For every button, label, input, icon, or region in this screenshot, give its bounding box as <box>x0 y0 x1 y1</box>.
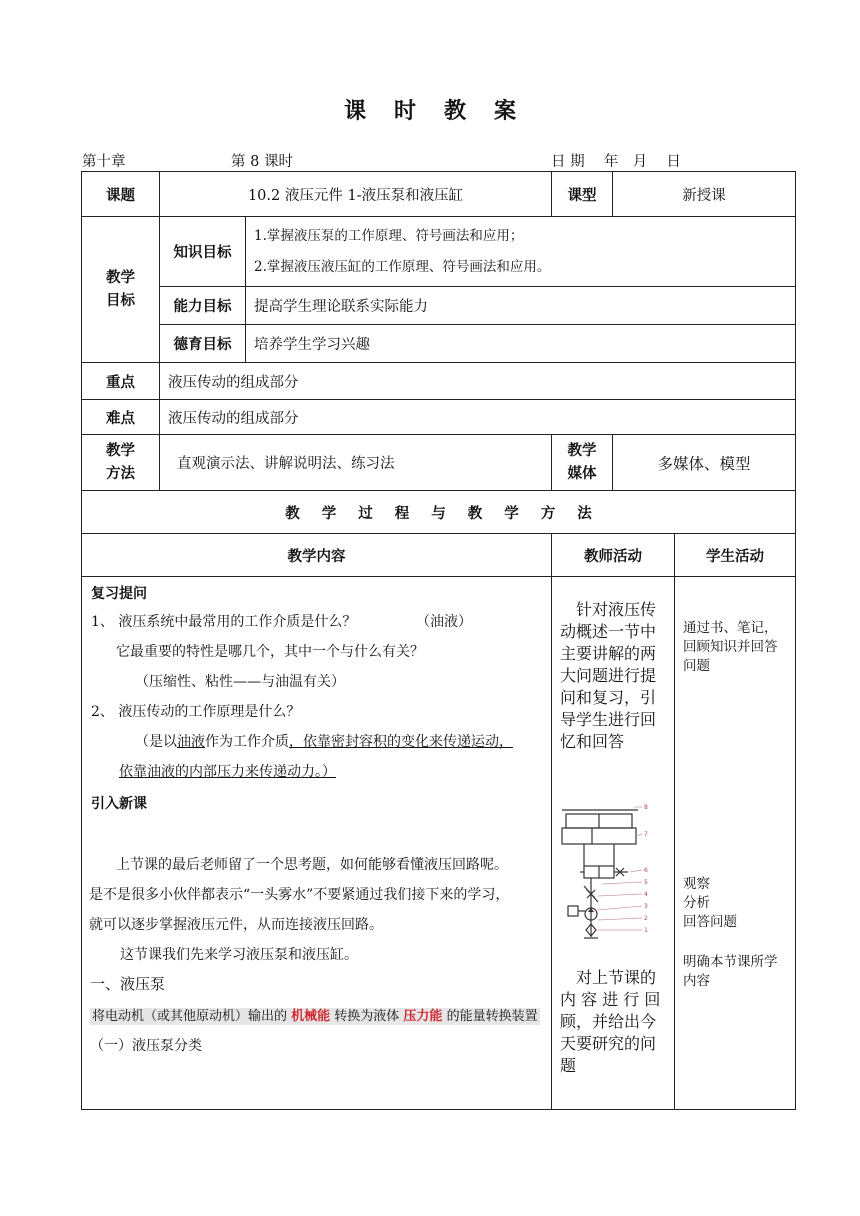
diagram-callout-number: 7 <box>644 831 648 838</box>
review-q1: 1、 液压系统中最常用的工作介质是什么？ <box>91 614 357 630</box>
ability-goal-value: 提高学生理论联系实际能力 <box>246 287 796 325</box>
teacher-activity-cell <box>552 577 675 1110</box>
review-q2: 2、 液压传动的工作原理是什么？ <box>91 704 301 720</box>
topic-value: 10.2 液压元件 1-液压泵和液压缸 <box>160 172 552 217</box>
intro-paragraph-line2: 是不是很多小伙伴都表示“一头雾水”不要紧通过我们接下来的学习， <box>89 887 510 903</box>
goals-label: 教学目标 <box>82 217 160 363</box>
topic-label: 课题 <box>82 172 160 217</box>
knowledge-goal-label: 知识目标 <box>160 217 246 287</box>
teacher-activity-intro: 对上节课的 内 容 进 行 回 顾，并给出今 天要研究的问 题 <box>560 968 661 1075</box>
moral-goal-label: 德育目标 <box>160 325 246 363</box>
method-label: 教学方法 <box>82 435 160 491</box>
student-activity-review: 通过书、笔记， 回顾知识并回答 问题 <box>683 620 778 674</box>
method-value: 直观演示法、讲解说明法、练习法 <box>160 435 552 491</box>
intro-paragraph-line4: 这节课我们先来学习液压泵和液压缸。 <box>120 947 358 963</box>
difficulty-label: 难点 <box>82 400 160 435</box>
intro-heading: 引入新课 <box>91 796 147 812</box>
diagram-callout-number: 2 <box>644 915 648 922</box>
diagram-callout-number: 4 <box>644 891 648 898</box>
media-label: 教学媒体 <box>552 435 613 491</box>
pump-definition: 将电动机（或其他原动机）输出的 机械能 转换为液体 压力能 的能量转换装置 <box>92 1009 538 1024</box>
teaching-content-cell <box>82 577 552 1110</box>
chapter-label: 第十章 <box>82 154 126 170</box>
intro-paragraph-line1: 上节课的最后老师留了一个思考题，如何能够看懂液压回路呢。 <box>116 857 508 873</box>
lesson-number: 第 8 课时 <box>231 154 293 170</box>
review-q1-answer: （油液） <box>416 614 472 630</box>
key-point-label: 重点 <box>82 363 160 400</box>
ability-goal-label: 能力目标 <box>160 287 246 325</box>
col-header-content: 教学内容 <box>82 534 552 577</box>
diagram-callout-number: 3 <box>644 903 648 910</box>
knowledge-goal-value: 1.掌握液压泵的工作原理、符号画法和应用； 2.掌握液压液压缸的工作原理、符号画法和应用。 <box>246 217 796 287</box>
diagram-callout-number: 8 <box>644 804 648 811</box>
review-a2-line2: 依靠油液的内部压力来传递动力。） <box>119 764 336 780</box>
process-title: 教 学 过 程 与 教 学 方 法 <box>82 491 796 534</box>
subsection-pump-classification: （一）液压泵分类 <box>90 1038 202 1054</box>
diagram-callout-number: 6 <box>644 867 648 874</box>
type-value: 新授课 <box>613 172 796 217</box>
teacher-activity-review: 针对液压传 动概述一节中 主要讲解的两 大问题进行提 问和复习，引 导学生进行回 忆和回答 <box>560 600 657 751</box>
date-label: 日 期 年 月 日 <box>551 154 681 170</box>
diagram-callout-number: 1 <box>644 927 648 934</box>
section-hydraulic-pump: 一、液压泵 <box>90 975 166 993</box>
type-label: 课型 <box>552 172 613 217</box>
student-activity-goal: 明确本节课所学 内容 <box>683 954 778 989</box>
review-q1-sub: 它最重要的特性是哪几个，其中一个与什么有关？ <box>116 644 424 660</box>
review-heading: 复习提问 <box>91 586 147 602</box>
moral-goal-value: 培养学生学习兴趣 <box>246 325 796 363</box>
difficulty-value: 液压传动的组成部分 <box>160 400 796 435</box>
hydraulic-circuit-diagram <box>558 802 654 942</box>
document-title: 课 时 教 案 <box>343 98 517 124</box>
student-activity-observe: 观察 分析 回答问题 <box>683 876 738 930</box>
intro-paragraph-line3: 就可以逐步掌握液压元件，从而连接液压回路。 <box>89 917 383 933</box>
col-header-student: 学生活动 <box>675 534 796 577</box>
diagram-callout-number: 5 <box>644 879 648 886</box>
key-point-value: 液压传动的组成部分 <box>160 363 796 400</box>
media-value: 多媒体、模型 <box>613 435 796 491</box>
review-q1-sub-answer: （压缩性、粘性——与油温有关） <box>135 674 345 690</box>
lesson-plan-table <box>81 171 796 1110</box>
student-activity-cell <box>675 577 796 1110</box>
review-a2-line1: （是以油液作为工作介质，依靠密封容积的变化来传递运动， <box>135 734 513 750</box>
col-header-teacher: 教师活动 <box>552 534 675 577</box>
